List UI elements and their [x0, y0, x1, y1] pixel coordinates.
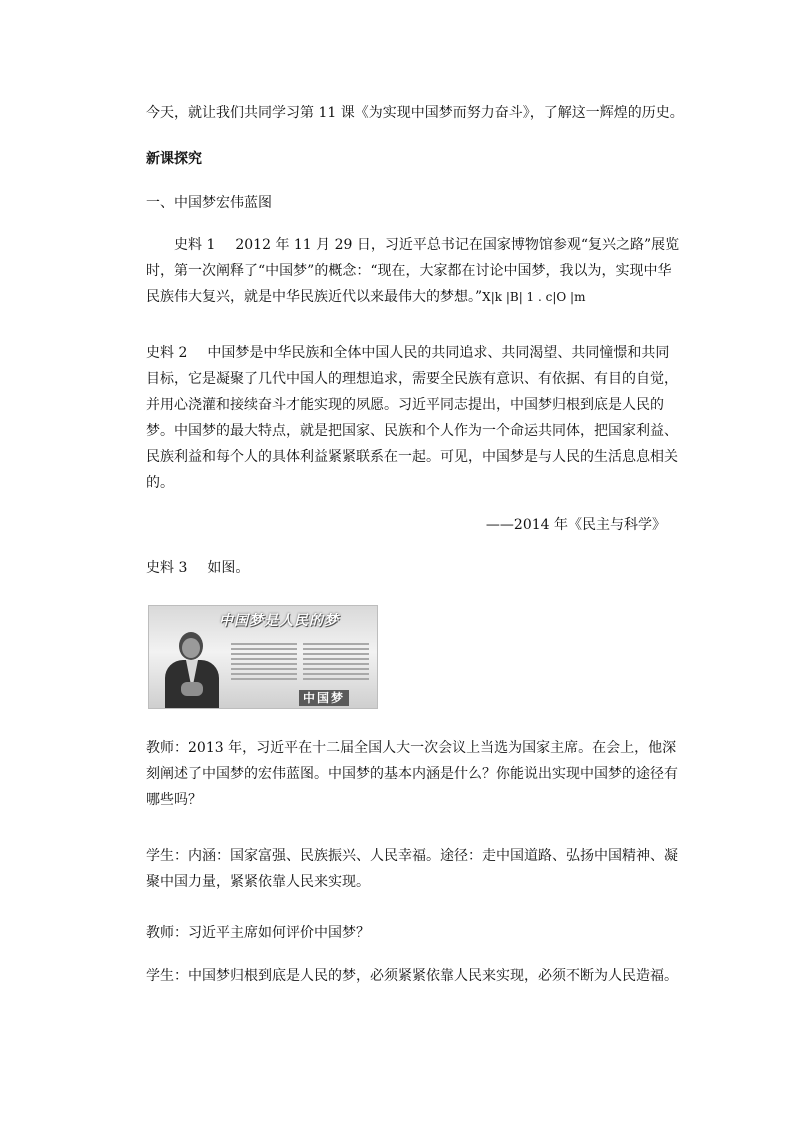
- heading-section-1: 一、中国梦宏伟蓝图: [146, 195, 272, 211]
- intro-paragraph: 今天，就让我们共同学习第 11 课《为实现中国梦而努力奋斗》，了解这一辉煌的历史。: [146, 105, 684, 121]
- chinese-dream-figure: [148, 605, 378, 709]
- source-1-text: 2012 年 11 月 29 日，习近平总书记在国家博物馆参观“复兴之路”展览时，第一次阐释了“中国梦”的概念：“现在，大家都在讨论中国梦，我以为，实现中华民族伟大复兴，就是中华民族近代以来最伟大的梦想。”: [146, 237, 680, 305]
- figure-text-panel-left: [231, 640, 297, 688]
- figure-title-art: 中国梦是人民的梦: [219, 613, 339, 629]
- person-clapping-photo: [159, 630, 225, 708]
- source-2-label: 史料 2: [146, 345, 188, 361]
- teacher-question-1: 教师：2013 年，习近平在十二届全国人大一次会议上当选为国家主席。在会上，他深刻阐述了中国梦的宏伟蓝图。中国梦的基本内涵是什么？你能说出实现中国梦的途径有哪些吗？: [146, 740, 678, 808]
- source-3-text: 如图。: [207, 560, 250, 576]
- student-answer-2: 学生：中国梦归根到底是人民的梦，必须紧紧依靠人民来实现，必须不断为人民造福。: [146, 968, 678, 984]
- source-2-paragraph: [146, 340, 682, 496]
- figure-logo: 中国梦: [299, 690, 349, 706]
- source-3-paragraph: [146, 555, 682, 581]
- figure-text-panel-right: [303, 640, 369, 688]
- source-2-citation: ——2014 年《民主与科学》: [485, 517, 666, 533]
- source-3-label: 史料 3: [146, 560, 188, 576]
- source-1-label: 史料 1: [174, 237, 216, 253]
- student-answer-1: 学生：内涵：国家富强、民族振兴、人民幸福。途径：走中国道路、弘扬中国精神、凝聚中国力量，紧紧依靠人民来实现。: [146, 848, 678, 890]
- source-1-paragraph: [146, 232, 682, 310]
- source-1-watermark: X|k |B| 1 . c|O |m: [482, 290, 586, 304]
- source-2-text: 中国梦是中华民族和全体中国人民的共同追求、共同渴望、共同憧憬和共同目标，它是凝聚了几代中国人的理想追求，需要全民族有意识、有依据、有目的自觉，并用心浇灌和接续奋斗才能实现的夙愿。习近平同志提出，中国梦归根到底是人民的梦。中国梦的最大特点，就是把国家、民族和个人作为一个命运共同体，把国家利益、民族利益和每个人的具体利益紧紧联系在一起。可见，中国梦是与人民的生活息息相关的。: [146, 345, 678, 491]
- heading-new-lesson: 新课探究: [146, 151, 202, 167]
- teacher-question-2: 教师：习近平主席如何评价中国梦？: [146, 925, 370, 941]
